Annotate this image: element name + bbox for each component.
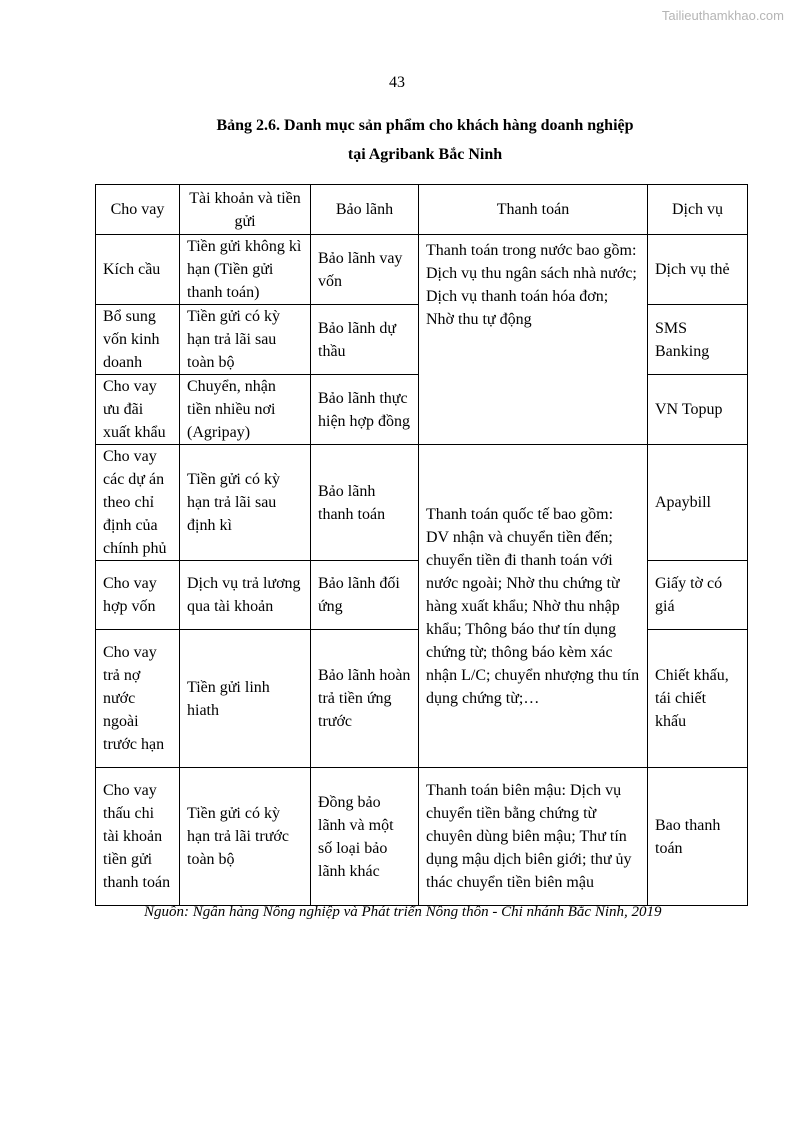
payment-domestic-cell: Thanh toán trong nước bao gồm: Dịch vụ thu ngân sách nhà nước; Dịch vụ thanh toán hóa đơn; Nhờ thu tự động xyxy=(419,235,648,445)
header-payments: Thanh toán xyxy=(419,185,648,235)
deposit-cell: Dịch vụ trả lương qua tài khoản xyxy=(180,561,311,630)
deposit-cell: Tiền gửi có kỳ hạn trả lãi sau định kì xyxy=(180,445,311,561)
service-cell: Apaybill xyxy=(648,445,748,561)
table-row xyxy=(96,235,748,305)
deposit-cell: Tiền gửi linh hiath xyxy=(180,630,311,768)
guarantee-cell: Bảo lãnh thực hiện hợp đồng xyxy=(311,375,419,445)
table-row xyxy=(96,445,748,561)
service-cell: SMS Banking xyxy=(648,305,748,375)
watermark: Tailieuthamkhao.com xyxy=(661,8,784,23)
service-cell: Giấy tờ có giá xyxy=(648,561,748,630)
guarantee-cell: Đồng bảo lãnh và một số loại bảo lãnh khác xyxy=(311,768,419,906)
payment-border-cell: Thanh toán biên mậu: Dịch vụ chuyển tiền bằng chứng từ chuyên dùng biên mậu; Thư tín dụng mậu dịch biên giới; thư ủy thác chuyển tiền biên mậu xyxy=(419,768,648,906)
guarantee-cell: Bảo lãnh dự thầu xyxy=(311,305,419,375)
loan-cell: Bổ sung vốn kinh doanh xyxy=(96,305,180,375)
deposit-cell: Tiền gửi không kì hạn (Tiền gửi thanh toán) xyxy=(180,235,311,305)
header-deposits: Tài khoản và tiền gửi xyxy=(180,185,311,235)
guarantee-cell: Bảo lãnh hoàn trả tiền ứng trước xyxy=(311,630,419,768)
loan-cell: Cho vay thấu chi tài khoản tiền gửi thanh toán xyxy=(96,768,180,906)
header-guarantees: Bảo lãnh xyxy=(311,185,419,235)
service-cell: Dịch vụ thẻ xyxy=(648,235,748,305)
loan-cell: Kích cầu xyxy=(96,235,180,305)
guarantee-cell: Bảo lãnh vay vốn xyxy=(311,235,419,305)
product-table xyxy=(95,184,748,906)
header-loans: Cho vay xyxy=(96,185,180,235)
source-note: Nguồn: Ngân hàng Nông nghiệp và Phát triển Nông thôn - Chi nhánh Bắc Ninh, 2019 xyxy=(144,904,662,920)
table-header-row xyxy=(96,185,748,235)
table-row xyxy=(96,768,748,906)
header-services: Dịch vụ xyxy=(648,185,748,235)
loan-cell: Cho vay ưu đãi xuất khẩu xyxy=(96,375,180,445)
loan-cell: Cho vay hợp vốn xyxy=(96,561,180,630)
deposit-cell: Chuyển, nhận tiền nhiều nơi (Agripay) xyxy=(180,375,311,445)
service-cell: Bao thanh toán xyxy=(648,768,748,906)
table-title-line-1: Bảng 2.6. Danh mục sản phẩm cho khách hàng doanh nghiệp xyxy=(216,117,634,134)
service-cell: VN Topup xyxy=(648,375,748,445)
payment-international-cell: Thanh toán quốc tế bao gồm: DV nhận và chuyển tiền đến; chuyển tiền đi thanh toán với nước ngoài; Nhờ thu chứng từ hàng xuất khẩu; Nhờ thu nhập khẩu; Thông báo thư tín dụng chứng từ; thông báo kèm xác nhận L/C; chuyển nhượng thu tín dụng chứng từ;… xyxy=(419,445,648,768)
service-cell: Chiết khấu, tái chiết khấu xyxy=(648,630,748,768)
loan-cell: Cho vay các dự án theo chỉ định của chính phủ xyxy=(96,445,180,561)
deposit-cell: Tiền gửi có kỳ hạn trả lãi trước toàn bộ xyxy=(180,768,311,906)
guarantee-cell: Bảo lãnh thanh toán xyxy=(311,445,419,561)
page-number: 43 xyxy=(389,74,405,91)
loan-cell: Cho vay trả nợ nước ngoài trước hạn xyxy=(96,630,180,768)
table-title-line-2: tại Agribank Bắc Ninh xyxy=(347,146,503,163)
guarantee-cell: Bảo lãnh đối ứng xyxy=(311,561,419,630)
deposit-cell: Tiền gửi có kỳ hạn trả lãi sau toàn bộ xyxy=(180,305,311,375)
